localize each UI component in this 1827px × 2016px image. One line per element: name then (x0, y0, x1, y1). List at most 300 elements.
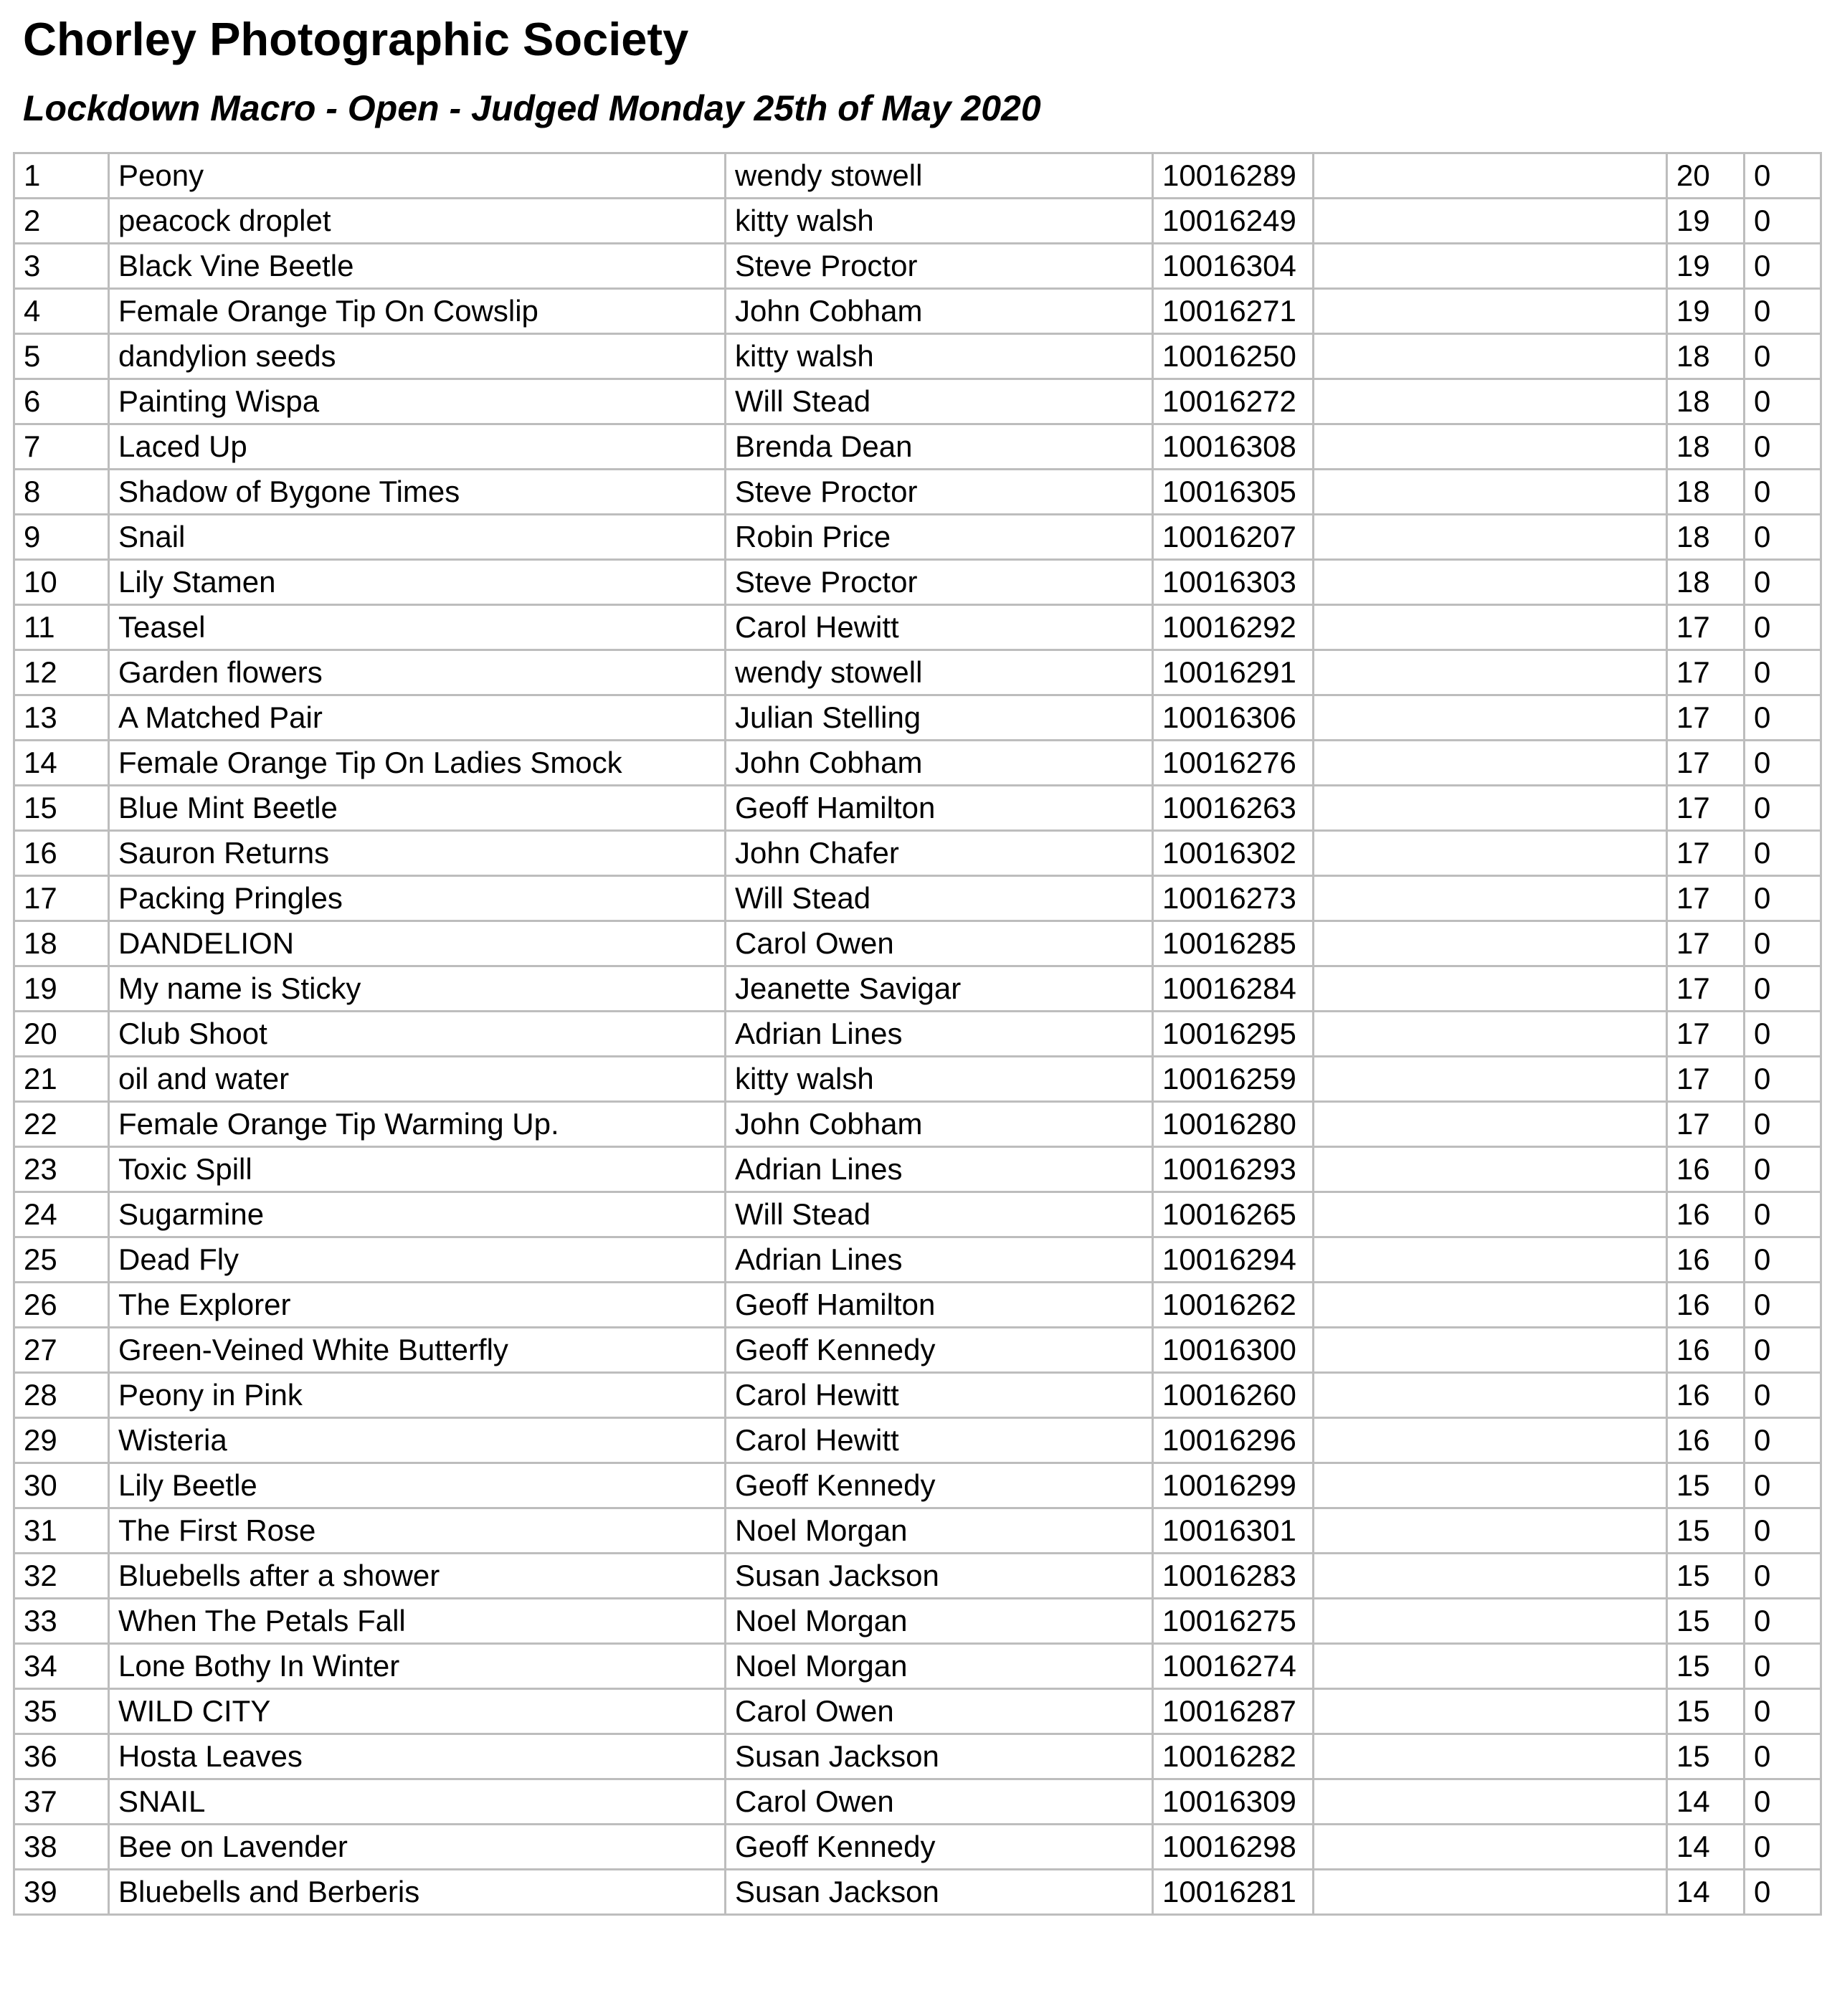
entry-extra: 0 (1745, 1463, 1821, 1508)
entry-author: Noel Morgan (726, 1644, 1153, 1689)
entry-score: 17 (1667, 650, 1745, 695)
entry-note (1314, 153, 1667, 199)
entry-extra: 0 (1745, 1237, 1821, 1283)
entry-author: John Chafer (726, 831, 1153, 876)
entry-score: 18 (1667, 424, 1745, 470)
entry-title: Packing Pringles (109, 876, 726, 921)
entry-title: Lily Stamen (109, 560, 726, 605)
entry-position: 33 (14, 1599, 109, 1644)
entry-extra: 0 (1745, 786, 1821, 831)
entry-position: 25 (14, 1237, 109, 1283)
table-row (14, 876, 1821, 921)
entry-extra: 0 (1745, 379, 1821, 424)
entry-note (1314, 334, 1667, 379)
entry-author: Adrian Lines (726, 1147, 1153, 1192)
table-row (14, 605, 1821, 650)
entry-position: 32 (14, 1554, 109, 1599)
table-row (14, 199, 1821, 244)
entry-position: 37 (14, 1779, 109, 1825)
entry-position: 14 (14, 741, 109, 786)
entry-position: 13 (14, 695, 109, 741)
entry-note (1314, 515, 1667, 560)
entry-extra: 0 (1745, 695, 1821, 741)
entry-id: 10016271 (1153, 289, 1314, 334)
table-row (14, 1283, 1821, 1328)
table-row (14, 1418, 1821, 1463)
entry-score: 15 (1667, 1599, 1745, 1644)
entry-id: 10016272 (1153, 379, 1314, 424)
entry-title: Dead Fly (109, 1237, 726, 1283)
entry-score: 17 (1667, 1057, 1745, 1102)
entry-extra: 0 (1745, 1508, 1821, 1554)
entry-position: 19 (14, 966, 109, 1012)
entry-extra: 0 (1745, 244, 1821, 289)
entry-position: 2 (14, 199, 109, 244)
entry-note (1314, 1418, 1667, 1463)
entry-score: 20 (1667, 153, 1745, 199)
entry-id: 10016276 (1153, 741, 1314, 786)
entry-title: Painting Wispa (109, 379, 726, 424)
entry-score: 17 (1667, 921, 1745, 966)
entry-score: 18 (1667, 470, 1745, 515)
entry-id: 10016265 (1153, 1192, 1314, 1237)
table-row (14, 289, 1821, 334)
entry-title: peacock droplet (109, 199, 726, 244)
entry-extra: 0 (1745, 1328, 1821, 1373)
page-subtitle: Lockdown Macro - Open - Judged Monday 25th of May 2020 (23, 88, 1041, 128)
entry-score: 16 (1667, 1283, 1745, 1328)
entry-position: 22 (14, 1102, 109, 1147)
entry-id: 10016291 (1153, 650, 1314, 695)
table-row (14, 1237, 1821, 1283)
entry-position: 28 (14, 1373, 109, 1418)
entry-note (1314, 199, 1667, 244)
table-row (14, 695, 1821, 741)
entry-note (1314, 560, 1667, 605)
entry-author: Geoff Hamilton (726, 1283, 1153, 1328)
entry-author: John Cobham (726, 741, 1153, 786)
entry-author: kitty walsh (726, 334, 1153, 379)
entry-id: 10016295 (1153, 1012, 1314, 1057)
entry-extra: 0 (1745, 470, 1821, 515)
entry-extra: 0 (1745, 1147, 1821, 1192)
entry-note (1314, 1283, 1667, 1328)
entry-score: 18 (1667, 379, 1745, 424)
entry-note (1314, 1508, 1667, 1554)
entry-position: 34 (14, 1644, 109, 1689)
entry-id: 10016304 (1153, 244, 1314, 289)
entry-score: 14 (1667, 1870, 1745, 1915)
entry-extra: 0 (1745, 515, 1821, 560)
entry-extra: 0 (1745, 289, 1821, 334)
entry-extra: 0 (1745, 1057, 1821, 1102)
entry-title: Garden flowers (109, 650, 726, 695)
table-row (14, 1734, 1821, 1779)
entry-position: 6 (14, 379, 109, 424)
entry-extra: 0 (1745, 1870, 1821, 1915)
entry-note (1314, 379, 1667, 424)
entry-author: kitty walsh (726, 199, 1153, 244)
entry-title: Snail (109, 515, 726, 560)
entry-note (1314, 966, 1667, 1012)
entry-extra: 0 (1745, 1599, 1821, 1644)
entry-title: Blue Mint Beetle (109, 786, 726, 831)
entry-score: 17 (1667, 1102, 1745, 1147)
entry-id: 10016301 (1153, 1508, 1314, 1554)
entry-note (1314, 831, 1667, 876)
entry-note (1314, 650, 1667, 695)
entry-extra: 0 (1745, 424, 1821, 470)
entry-author: Steve Proctor (726, 470, 1153, 515)
entry-title: Peony (109, 153, 726, 199)
entry-note (1314, 1779, 1667, 1825)
entry-id: 10016303 (1153, 560, 1314, 605)
entry-id: 10016285 (1153, 921, 1314, 966)
entry-position: 20 (14, 1012, 109, 1057)
entry-note (1314, 1192, 1667, 1237)
entry-title: Bluebells after a shower (109, 1554, 726, 1599)
entry-position: 16 (14, 831, 109, 876)
entry-position: 24 (14, 1192, 109, 1237)
entry-position: 39 (14, 1870, 109, 1915)
entry-author: Will Stead (726, 1192, 1153, 1237)
entry-title: When The Petals Fall (109, 1599, 726, 1644)
entry-title: The Explorer (109, 1283, 726, 1328)
entry-position: 4 (14, 289, 109, 334)
entry-author: Will Stead (726, 876, 1153, 921)
entry-score: 17 (1667, 741, 1745, 786)
entry-position: 29 (14, 1418, 109, 1463)
entry-author: Will Stead (726, 379, 1153, 424)
entry-note (1314, 741, 1667, 786)
entry-title: Teasel (109, 605, 726, 650)
entry-id: 10016283 (1153, 1554, 1314, 1599)
entry-title: dandylion seeds (109, 334, 726, 379)
entry-extra: 0 (1745, 1779, 1821, 1825)
table-row (14, 741, 1821, 786)
table-row (14, 379, 1821, 424)
entry-score: 15 (1667, 1689, 1745, 1734)
entry-score: 15 (1667, 1644, 1745, 1689)
entry-note (1314, 244, 1667, 289)
entry-score: 17 (1667, 966, 1745, 1012)
entry-position: 35 (14, 1689, 109, 1734)
entry-extra: 0 (1745, 741, 1821, 786)
entry-position: 9 (14, 515, 109, 560)
entry-id: 10016302 (1153, 831, 1314, 876)
entry-extra: 0 (1745, 1554, 1821, 1599)
entry-score: 19 (1667, 289, 1745, 334)
entry-score: 19 (1667, 244, 1745, 289)
entry-author: Susan Jackson (726, 1870, 1153, 1915)
entry-position: 15 (14, 786, 109, 831)
entry-id: 10016296 (1153, 1418, 1314, 1463)
table-row (14, 1463, 1821, 1508)
entry-position: 11 (14, 605, 109, 650)
entry-id: 10016300 (1153, 1328, 1314, 1373)
entry-title: Female Orange Tip Warming Up. (109, 1102, 726, 1147)
table-row (14, 786, 1821, 831)
entry-id: 10016262 (1153, 1283, 1314, 1328)
entry-note (1314, 921, 1667, 966)
entry-note (1314, 1328, 1667, 1373)
entry-score: 14 (1667, 1779, 1745, 1825)
entry-note (1314, 289, 1667, 334)
entry-note (1314, 1373, 1667, 1418)
entry-id: 10016281 (1153, 1870, 1314, 1915)
entry-extra: 0 (1745, 1689, 1821, 1734)
entry-extra: 0 (1745, 1644, 1821, 1689)
entry-title: Club Shoot (109, 1012, 726, 1057)
entry-author: Susan Jackson (726, 1734, 1153, 1779)
entry-position: 27 (14, 1328, 109, 1373)
entry-id: 10016207 (1153, 515, 1314, 560)
entry-author: wendy stowell (726, 650, 1153, 695)
entry-author: Jeanette Savigar (726, 966, 1153, 1012)
entry-note (1314, 876, 1667, 921)
entry-author: Steve Proctor (726, 244, 1153, 289)
entry-position: 30 (14, 1463, 109, 1508)
table-row (14, 560, 1821, 605)
table-row (14, 1012, 1821, 1057)
table-row (14, 1508, 1821, 1554)
entry-author: Adrian Lines (726, 1012, 1153, 1057)
entry-extra: 0 (1745, 1373, 1821, 1418)
entry-note (1314, 1644, 1667, 1689)
entry-title: Black Vine Beetle (109, 244, 726, 289)
entry-title: Sugarmine (109, 1192, 726, 1237)
table-row (14, 966, 1821, 1012)
entry-author: Geoff Kennedy (726, 1825, 1153, 1870)
entry-author: Steve Proctor (726, 560, 1153, 605)
entry-extra: 0 (1745, 153, 1821, 199)
table-row (14, 1779, 1821, 1825)
entry-position: 26 (14, 1283, 109, 1328)
entry-author: kitty walsh (726, 1057, 1153, 1102)
entry-extra: 0 (1745, 605, 1821, 650)
page-title: Chorley Photographic Society (23, 13, 689, 65)
entry-score: 15 (1667, 1734, 1745, 1779)
entry-position: 10 (14, 560, 109, 605)
entry-score: 15 (1667, 1463, 1745, 1508)
table-row (14, 1102, 1821, 1147)
entry-score: 16 (1667, 1373, 1745, 1418)
entry-extra: 0 (1745, 1102, 1821, 1147)
entry-extra: 0 (1745, 921, 1821, 966)
entry-title: oil and water (109, 1057, 726, 1102)
results-table (13, 152, 1822, 1916)
entry-title: Peony in Pink (109, 1373, 726, 1418)
entry-id: 10016274 (1153, 1644, 1314, 1689)
entry-note (1314, 1147, 1667, 1192)
entry-id: 10016292 (1153, 605, 1314, 650)
table-row (14, 1373, 1821, 1418)
table-row (14, 1147, 1821, 1192)
entry-note (1314, 1599, 1667, 1644)
table-row (14, 1192, 1821, 1237)
entry-extra: 0 (1745, 1283, 1821, 1328)
table-row (14, 470, 1821, 515)
entry-author: Brenda Dean (726, 424, 1153, 470)
entry-id: 10016294 (1153, 1237, 1314, 1283)
entry-id: 10016293 (1153, 1147, 1314, 1192)
entry-title: A Matched Pair (109, 695, 726, 741)
table-row (14, 1599, 1821, 1644)
table-row (14, 921, 1821, 966)
table-row (14, 515, 1821, 560)
entry-note (1314, 470, 1667, 515)
entry-extra: 0 (1745, 1418, 1821, 1463)
entry-author: Geoff Hamilton (726, 786, 1153, 831)
entry-author: Carol Owen (726, 1689, 1153, 1734)
entry-title: Bee on Lavender (109, 1825, 726, 1870)
table-row (14, 424, 1821, 470)
entry-id: 10016273 (1153, 876, 1314, 921)
entry-score: 17 (1667, 1012, 1745, 1057)
entry-extra: 0 (1745, 560, 1821, 605)
entry-position: 7 (14, 424, 109, 470)
entry-author: Noel Morgan (726, 1599, 1153, 1644)
entry-note (1314, 605, 1667, 650)
entry-extra: 0 (1745, 1192, 1821, 1237)
table-row (14, 1870, 1821, 1915)
entry-extra: 0 (1745, 831, 1821, 876)
entry-note (1314, 424, 1667, 470)
entry-author: John Cobham (726, 1102, 1153, 1147)
entry-note (1314, 1554, 1667, 1599)
entry-score: 15 (1667, 1508, 1745, 1554)
entry-id: 10016289 (1153, 153, 1314, 199)
entry-extra: 0 (1745, 1825, 1821, 1870)
entry-id: 10016282 (1153, 1734, 1314, 1779)
entry-score: 18 (1667, 560, 1745, 605)
table-row (14, 1689, 1821, 1734)
entry-note (1314, 1012, 1667, 1057)
entry-position: 21 (14, 1057, 109, 1102)
entry-extra: 0 (1745, 650, 1821, 695)
entry-note (1314, 1689, 1667, 1734)
entry-author: Carol Hewitt (726, 1373, 1153, 1418)
entry-note (1314, 786, 1667, 831)
entry-title: Bluebells and Berberis (109, 1870, 726, 1915)
entry-id: 10016298 (1153, 1825, 1314, 1870)
entry-id: 10016260 (1153, 1373, 1314, 1418)
entry-id: 10016308 (1153, 424, 1314, 470)
table-row (14, 153, 1821, 199)
entry-extra: 0 (1745, 1012, 1821, 1057)
table-row (14, 1825, 1821, 1870)
entry-score: 19 (1667, 199, 1745, 244)
entry-author: Carol Hewitt (726, 605, 1153, 650)
entry-position: 12 (14, 650, 109, 695)
entry-note (1314, 695, 1667, 741)
entry-id: 10016275 (1153, 1599, 1314, 1644)
entry-author: John Cobham (726, 289, 1153, 334)
entry-author: Julian Stelling (726, 695, 1153, 741)
entry-author: Geoff Kennedy (726, 1463, 1153, 1508)
entry-score: 17 (1667, 786, 1745, 831)
entry-id: 10016299 (1153, 1463, 1314, 1508)
entry-id: 10016250 (1153, 334, 1314, 379)
entry-id: 10016306 (1153, 695, 1314, 741)
entry-author: Robin Price (726, 515, 1153, 560)
entry-score: 18 (1667, 334, 1745, 379)
entry-id: 10016309 (1153, 1779, 1314, 1825)
entry-id: 10016284 (1153, 966, 1314, 1012)
entry-author: Carol Owen (726, 1779, 1153, 1825)
entry-position: 38 (14, 1825, 109, 1870)
entry-author: Adrian Lines (726, 1237, 1153, 1283)
entry-author: Geoff Kennedy (726, 1328, 1153, 1373)
entry-title: Lily Beetle (109, 1463, 726, 1508)
entry-position: 8 (14, 470, 109, 515)
entry-extra: 0 (1745, 1734, 1821, 1779)
entry-title: Female Orange Tip On Ladies Smock (109, 741, 726, 786)
table-row (14, 1644, 1821, 1689)
table-row (14, 1328, 1821, 1373)
table-row (14, 1057, 1821, 1102)
entry-score: 14 (1667, 1825, 1745, 1870)
table-row (14, 1554, 1821, 1599)
entry-position: 23 (14, 1147, 109, 1192)
entry-extra: 0 (1745, 334, 1821, 379)
entry-score: 17 (1667, 876, 1745, 921)
entry-title: My name is Sticky (109, 966, 726, 1012)
entry-author: wendy stowell (726, 153, 1153, 199)
table-row (14, 334, 1821, 379)
entry-score: 16 (1667, 1147, 1745, 1192)
entry-id: 10016263 (1153, 786, 1314, 831)
entry-note (1314, 1463, 1667, 1508)
entry-score: 16 (1667, 1192, 1745, 1237)
entry-title: WILD CITY (109, 1689, 726, 1734)
entry-title: SNAIL (109, 1779, 726, 1825)
entry-title: Shadow of Bygone Times (109, 470, 726, 515)
entry-title: Laced Up (109, 424, 726, 470)
entry-title: Sauron Returns (109, 831, 726, 876)
entry-author: Carol Owen (726, 921, 1153, 966)
entry-author: Carol Hewitt (726, 1418, 1153, 1463)
entry-note (1314, 1102, 1667, 1147)
entry-id: 10016305 (1153, 470, 1314, 515)
entry-title: The First Rose (109, 1508, 726, 1554)
entry-author: Noel Morgan (726, 1508, 1153, 1554)
entry-score: 17 (1667, 605, 1745, 650)
entry-position: 36 (14, 1734, 109, 1779)
entry-note (1314, 1825, 1667, 1870)
entry-title: Lone Bothy In Winter (109, 1644, 726, 1689)
entry-score: 17 (1667, 695, 1745, 741)
entry-extra: 0 (1745, 876, 1821, 921)
entry-score: 18 (1667, 515, 1745, 560)
entry-score: 16 (1667, 1328, 1745, 1373)
entry-title: Hosta Leaves (109, 1734, 726, 1779)
entry-title: Toxic Spill (109, 1147, 726, 1192)
entry-position: 3 (14, 244, 109, 289)
entry-id: 10016280 (1153, 1102, 1314, 1147)
entry-score: 16 (1667, 1237, 1745, 1283)
entry-id: 10016259 (1153, 1057, 1314, 1102)
entry-position: 17 (14, 876, 109, 921)
entry-title: Wisteria (109, 1418, 726, 1463)
entry-score: 17 (1667, 831, 1745, 876)
table-row (14, 831, 1821, 876)
table-row (14, 650, 1821, 695)
entry-note (1314, 1057, 1667, 1102)
entry-score: 16 (1667, 1418, 1745, 1463)
entry-position: 5 (14, 334, 109, 379)
entry-title: Female Orange Tip On Cowslip (109, 289, 726, 334)
